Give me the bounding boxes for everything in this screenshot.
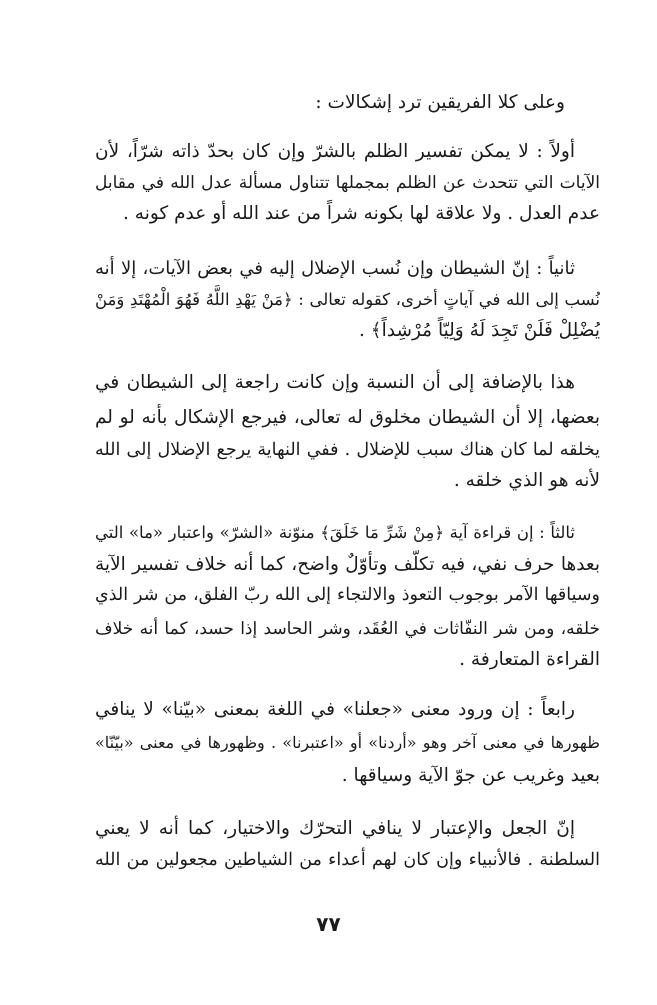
text-line: إنّ الجعل والإعتبار لا ينافي التحرّك والاختيار، كما أنه لا يعني	[95, 818, 575, 839]
book-page	[95, 0, 600, 1005]
text-line: يخلقه لما كان هناك سبب للإضلال . ففي النهاية يرجع الإضلال إلى الله	[95, 440, 600, 460]
text-line: السلطنة . فالأنبياء وإن كان لهم أعداء من الشياطين مجعولين من الله	[95, 850, 600, 870]
text-line: بعضها، إلا أن الشيطان مخلوق له تعالى، فيرجع الإشكال بأنه لو لم	[95, 407, 600, 428]
text-line: نُسب إلى الله في آياتٍ أخرى، كقوله تعالى : ﴿مَنْ يَهْدِ اللَّهُ فَهُوَ الْمُهْتَدِ وَمَنْ	[95, 290, 600, 309]
text-line: خلقه، ومن شر النفّاثات في العُقَد، وشر الحاسد إذا حسد، كما أنه خلاف	[95, 619, 600, 639]
text-line: وعلى كلا الفريقين ترد إشكالات :	[315, 92, 565, 113]
text-line: هذا بالإضافة إلى أن النسبة وإن كانت راجعة إلى الشيطان في	[95, 372, 575, 393]
text-line: لأنه هو الذي خلقه .	[453, 470, 600, 491]
text-line: وسياقها الآمر بوجوب التعوذ والالتجاء إلى الله ربّ الفلق، من شر الذي	[95, 585, 600, 605]
text-line: الآيات التي تتحدث عن الظلم بمجملها تتناول مسألة عدل الله في مقابل	[95, 173, 600, 193]
text-line: عدم العدل . ولا علاقة لها بكونه شراً من عند الله أو عدم كونه .	[123, 203, 600, 224]
text-line: بعيد وغريب عن جوّ الآية وسياقها .	[341, 765, 600, 786]
text-line: يُضْلِلْ فَلَنْ تَجِدَ لَهُ وَلِيّاً مُرْشِداً﴾ .	[359, 320, 600, 341]
text-line: ثانياً : إنّ الشيطان وإن نُسب الإضلال إليه في بعض الآيات، إلا أنه	[95, 258, 575, 279]
text-line: رابعاً : إن ورود معنى «جعلنا» في اللغة بمعنى «بيّنا» لا ينافي	[95, 699, 575, 720]
page-number: ٧٧	[316, 912, 341, 936]
text-line: ظهورها في معنى آخر وهو «أردنا» أو «اعتبرنا» . وظهورها في معنى «بيّنّا»	[95, 733, 600, 752]
text-line: أولاً : لا يمكن تفسير الظلم بالشرّ وإن كان بحدّ ذاته شرّاً، لأن	[95, 141, 575, 162]
text-line: بعدها حرف نفي، فيه تكلّف وتأوّلٌ واضح، كما أنه خلاف تفسير الآية	[95, 554, 600, 575]
text-line: ثالثاً : إن قراءة آية ﴿مِنْ شَرِّ مَا خَلَقَ﴾ منوّنة «الشرّ» واعتبار «ما» التي	[95, 523, 575, 542]
text-line: القراءة المتعارفة .	[459, 649, 600, 670]
